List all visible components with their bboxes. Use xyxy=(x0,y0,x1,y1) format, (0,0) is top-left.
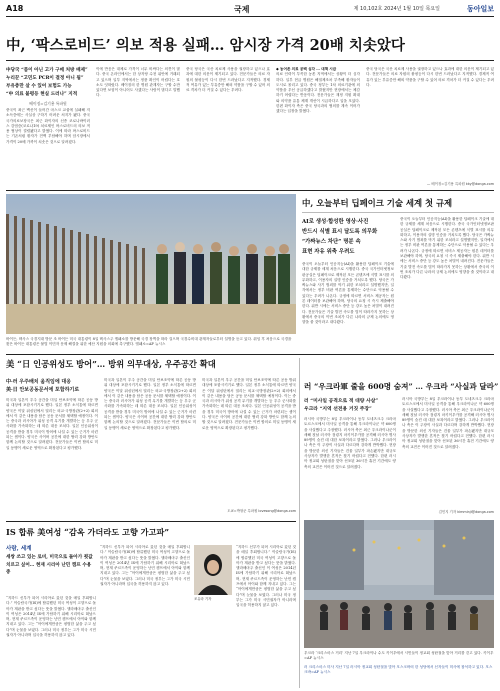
story5-body-col1: “지하드 신부가 되어 시리아로 갔던 것을 매일 후회합니다.” 이슬람국가(IS)에 합류했던 미국 여성이 고향으로 돌아가 재판을 받고 싶다는 뜻을 밝혔다. 앨라배마주 출신인 이 여성은 2014년 IS에 가담하기 위해 시리아로 떠났으며, 현재 쿠르드족이 운영하는 난민 캠프에서 아이와 함께 지내고 있다. 그는 “아이에게만큼은 평범한 삶을 주고 싶다”며 눈물을 보였다. 그러나 미국 정부는 그가 미국 시민권자가 아니라며 입국을 허용하지 않고 있다. xyxy=(6,596,96,638)
story1-body-col2: 이에 반응은 대체로 가격이 너무 비싸다는 의견이 많다. 중국 온라인에서는 한 상자당 수천 위안에 거래되고 있으며 일부 지역에서는 정품 확인이 어렵다는 호소도 잇따랐다. 베이징의 한 병원 관계자는 구할 수만 있다면 보험이 아니어도 사겠다는 사람이 많다고 말했다. xyxy=(96,67,180,98)
story4-body-col2 xyxy=(402,397,494,517)
story4-subheads xyxy=(304,397,396,413)
subhead: 러 “미사일 공격으로 적 대량 사살” xyxy=(304,398,379,404)
paper-name: 동아일보 xyxy=(466,4,494,13)
page-number: A18 xyxy=(6,4,24,13)
photo-border-visit-image xyxy=(6,194,296,334)
deck-line: 中당국 “품이 아닌 고가 구매 처방 배제” xyxy=(6,68,88,73)
story3-body-col1: 미국과 일본이 우주 공간을 미일 안보조약에 따른 공동 방위 대상에 포함시키기로 했다. 일본 정부 소식통에 따르면 양국은 이달 워싱턴에서 열리는 외교·국방장관(2+2) 회의에서 이 같은 내용을 담은 공동 문서를 채택할 예정이다. 이는 중국과 러시아가 위성 공격 무기를 개발하는 등 우주 군사화를 가속화하는 데 따른 대응 조치다. 일본 인공위성이 공격을 받을 경우 미국이 방어에 나설 수 있는 근거가 마련되는 셈이다. 양국은 사이버 공간에 대한 협력 강화 방안도 함께 논의할 것으로 알려졌다. 전문가들은 이번 합의로 미일 동맹이 새로운 영역으로 확장된다고 평가했다. xyxy=(6,398,98,450)
lead-line: AI로 생성·합성한 영상·사진 xyxy=(302,219,369,225)
portrait-caption: 조유라 기자 xyxy=(194,597,212,601)
photo-border-visit xyxy=(6,194,296,334)
story2-lead xyxy=(302,217,394,257)
subhead: 中·러 우주배치 움직임에 대응 xyxy=(6,379,72,385)
divider xyxy=(302,212,494,213)
story3-byline: 도쿄=박형준 특파원 lovesong@donga.com xyxy=(227,509,296,513)
masthead xyxy=(6,4,494,17)
photo-street-image xyxy=(304,520,494,648)
bottom-caption: 러 크리스마스 미사 지난 7일 러시아 정교회 성탄절을 맞아 모스크바의 한 성당에서 신자들이 미사에 참석하고 있다. 모스크바=AP 뉴시스 xyxy=(304,665,493,674)
story1-body-col5 xyxy=(366,67,494,188)
story1-deck xyxy=(6,67,90,107)
story2-body-col1: 중국이 오늘부터 인공지능(AI)을 활용한 딥페이크 기술에 대한 규제를 세계 처음으로 시행한다. 중국 국가인터넷정보판공실은 딥페이크로 제작된 모든 콘텐츠에 식별 표시를 의무화하고, 이용자의 실명 인증을 거치도록 했다. 당국은 가짜뉴스와 사기 범죄를 막기 위한 조치라고 설명했지만, 일각에서는 정부 비판 여론을 통제하는 수단으로 악용될 수 있다는 우려가 나온다. 규정에 따르면 서비스 제공자는 원본 데이터를 보관해야 하며, 당국의 요청 시 즉시 제출해야 한다. 위반 시에는 서비스 중단 등 강도 높은 처벌이 내려진다. 전문가들은 기술 발전 속도를 법이 따라가지 못하는 상황에서 중국의 이번 조치가 다른 나라의 규제 논의에도 영향을 줄 것이라고 내다봤다. xyxy=(302,262,394,325)
deck-line: “中 의료 불평등 현실 드러나” 지적 xyxy=(6,92,78,97)
subhead: 우크라 “지역 선전용 거짓 주장” xyxy=(304,406,372,412)
subhead: 美·日 안보공동문서에 포함하기로 xyxy=(6,387,80,393)
story1-body-tail: — 베이징=김기용 특파원 kky@donga.com xyxy=(426,182,494,186)
column-divider xyxy=(299,358,300,688)
lead-line: “가짜뉴스 차단” 명분 속 xyxy=(302,239,361,245)
story5-kicker: 사람, 세계 xyxy=(6,546,32,552)
story3-subheads xyxy=(6,378,98,394)
photo-street-caption: 우크라 ‘크리스마스 거리’ 지난 7일 우크라이나 수도 키이우에서 시민들이 정교회 성탄절을 맞아 거리를 걷고 있다. 키이우=AP 뉴시스 xyxy=(304,651,494,660)
divider xyxy=(6,60,494,61)
photo-street-crowd xyxy=(304,520,494,648)
story5-portrait xyxy=(194,545,232,595)
story1-body-text: 의료 인력이 부족한 농촌 지역에서는 상황이 더 심각하다. 일부 현급 병원은 해열제조차 부족해 환자들이 도시로 몰리고 있다. 중국 정부는 1차 의료기관에 의약품을 우선 공급하겠다고 밝혔지만 현장에서는 체감하기 어렵다는 반응이다. 전문가들은 재정 지원 확대와 의약품 유통 체계 개선이 시급하다고 입을 모았다. 한편 화이자 측은 중국 당국과의 협의를 계속 이어가겠다는 입장을 밝혔다. xyxy=(276,72,360,114)
story4-headline: 러 “우크라軍 줄을 600명 숨져” … 우크라 “사실과 달라” xyxy=(304,382,499,391)
deck-line: 부유층만 살 수 있어 보험도 가능 xyxy=(6,84,72,89)
issue-info: 제 10,102호 2024년 1월 10일 목요일 xyxy=(353,6,440,12)
story3-body-text: 미국과 일본이 우주 공간을 미일 안보조약에 따른 공동 방위 대상에 포함시키기로 했다. 일본 정부 소식통에 따르면 양국은 이달 워싱턴에서 열리는 외교·국방장관(2+2) 회의에서 이 같은 내용을 담은 공동 문서를 채택할 예정이다. 이는 중국과 러시아가 위성 공격 무기를 개발하는 등 우주 군사화를 가속화하는 데 따른 대응 조치다. 일본 인공위성이 공격을 받을 경우 미국이 방어에 나설 수 있는 근거가 마련되는 셈이다. 양국은 사이버 공간에 대한 협력 강화 방안도 함께 논의할 것으로 알려졌다. 전문가들은 이번 합의로 미일 동맹이 새로운 영역으로 확장된다고 평가했다. xyxy=(202,378,296,430)
story4-body-col1: 러시아 국방부는 8일 우크라이나 동부 도네츠크주 크라마토르스크에서 미사일 공격을 통해 우크라이나군 약 600명을 사살했다고 주장했다. 러시아 측은 최근 우크라이나군이 새해 첫날 러시아 점령지 마키이우카를 공격해 러시아 병사 89명이 숨진 데 대한 보복이라고 밝혔다. 그러나 우크라이나 측은 이 주장이 사실과 다르다며 강하게 반박했다. 현장을 방문한 외신 기자들은 건물 일부가 파손됐지만 대규모 사상자가 발생한 흔적은 찾기 어렵다고 전했다. 한편 러시아 정교회 성탄절을 맞아 선포된 36시간 휴전 기간에도 양측의 교전은 이어진 것으로 알려졌다. xyxy=(304,417,396,469)
story1-headline: 中, ‘팍스로비드’ 의보 적용 실패… 암시장 가격 20배 치솟았다 xyxy=(6,37,405,54)
photo-border-caption: 바이든, 텍사스 국경지대 방문 조 바이든 미국 대통령이 8일 텍사스주 엘패소를 방문해 국경 장벽을 따라 걸으며 국경수비대 관계자들로부터 설명을 듣고 있다. 취임 후 처음으로 국경을 찾은 바이든 대통령은 불법 이민자 문제 해결을 위한 예산 지원을 의회에 촉구했다. 엘패소=AP 뉴시스 xyxy=(6,337,292,346)
section-name: 국제 xyxy=(234,5,250,14)
story1-body-col1: 중국이 최근 백신이 들어간 마스크 교섭에 실패해 저소득층에는 사실상 구하기 어려운 처지가 됐다. 중국 국가의료보장국은 최근 화이자의 신종 코로나바이러스 감염증(코로나19) 치료제인 팍스로비드의 의보 적용 협상이 결렬됐다고 밝혔다. 이에 따라 팍스로비드는 기존처럼 환자가 전액 부담해야 하며 암시장에서 가격이 20배 가까이 치솟은 것으로 알려졌다. xyxy=(6,108,90,144)
divider xyxy=(6,190,494,191)
story4-byline: 김민지 기자 kimminji@donga.com xyxy=(438,510,494,514)
story1-body-text: 중국 당국은 국산 치료제 사용을 권장하고 있으나 효과에 대한 의문이 제기되고 있다. 전문가들은 의료 자원의 불평등이 다시 한번 드러났다고 지적했다. 경제적 여유가 있는 부유층만 해외 약품을 구할 수 있어 의료 격차가 더 커질 수 있다는 우려다. xyxy=(366,67,494,87)
divider xyxy=(6,521,296,522)
story5-lead: 세쌍 쓰고 있는 로비, 미국으로 돌아가 죗값 치르고 싶어… 현재 시리아 난민 캠프 수용 중 xyxy=(6,555,93,575)
story3-body-col2: 미국과 일본이 우주 공간을 미일 안보조약에 따른 공동 방위 대상에 포함시키기로 했다. 일본 정부 소식통에 따르면 양국은 이달 워싱턴에서 열리는 외교·국방장관(2+2) 회의에서 이 같은 내용을 담은 공동 문서를 채택할 예정이다. 이는 중국과 러시아가 위성 공격 무기를 개발하는 등 우주 군사화를 가속화하는 데 따른 대응 조치다. 일본 인공위성이 공격을 받을 경우 미국이 방어에 나설 수 있는 근거가 마련되는 셈이다. 양국은 사이버 공간에 대한 협력 강화 방안도 함께 논의할 것으로 알려졌다. 전문가들은 이번 합의로 미일 동맹이 새로운 영역으로 확장된다고 평가했다. xyxy=(104,378,196,430)
story5-body-col3: “지하드 신부가 되어 시리아로 갔던 것을 매일 후회합니다.” 이슬람국가(IS)에 합류했던 미국 여성이 고향으로 돌아가 재판을 받고 싶다는 뜻을 밝혔다. 앨라배마주 출신인 이 여성은 2014년 IS에 가담하기 위해 시리아로 떠났으며, 현재 쿠르드족이 운영하는 난민 캠프에서 아이와 함께 지내고 있다. 그는 “아이에게만큼은 평범한 삶을 주고 싶다”며 눈물을 보였다. 그러나 미국 정부는 그가 미국 시민권자가 아니라며 입국을 허용하지 않고 있다. xyxy=(236,545,296,608)
story5-headline: IS 합류 美여성 “감옥 가더라도 고향 가고파” xyxy=(6,527,170,537)
story5-intro xyxy=(6,545,96,577)
story3-headline: 美 “日 인공위성도 방어”… 방위 의무대상, 우주공간 확대 xyxy=(6,359,216,369)
divider xyxy=(6,354,494,355)
story2-body-col2: 중국이 오늘부터 인공지능(AI)을 활용한 딥페이크 기술에 대한 규제를 세계 처음으로 시행한다. 중국 국가인터넷정보판공실은 딥페이크로 제작된 모든 콘텐츠에 식별 표시를 의무화하고, 이용자의 실명 인증을 거치도록 했다. 당국은 가짜뉴스와 사기 범죄를 막기 위한 조치라고 설명했지만, 일각에서는 정부 비판 여론을 통제하는 수단으로 악용될 수 있다는 우려가 나온다. 규정에 따르면 서비스 제공자는 원본 데이터를 보관해야 하며, 당국의 요청 시 즉시 제출해야 한다. 위반 시에는 서비스 중단 등 강도 높은 처벌이 내려진다. 전문가들은 기술 발전 속도를 법이 따라가지 못하는 상황에서 중국의 이번 조치가 다른 나라의 규제 논의에도 영향을 줄 것이라고 내다봤다. xyxy=(400,217,494,280)
story1-body-col4 xyxy=(276,67,360,188)
story4-body-text: 러시아 국방부는 8일 우크라이나 동부 도네츠크주 크라마토르스크에서 미사일 공격을 통해 우크라이나군 약 600명을 사살했다고 주장했다. 러시아 측은 최근 우크라이나군이 새해 첫날 러시아 점령지 마키이우카를 공격해 러시아 병사 89명이 숨진 데 대한 보복이라고 밝혔다. 그러나 우크라이나 측은 이 주장이 사실과 다르다며 강하게 반박했다. 현장을 방문한 외신 기자들은 건물 일부가 파손됐지만 대규모 사상자가 발생한 흔적은 찾기 어렵다고 전했다. 한편 러시아 정교회 성탄절을 맞아 선포된 36시간 휴전 기간에도 양측의 교전은 이어진 것으로 알려졌다. xyxy=(402,397,494,449)
portrait-image xyxy=(194,545,232,595)
deck-line: 누리꾼 “고민도 PCR이 결정 아니 됨” xyxy=(6,76,84,81)
story3-body-col3 xyxy=(202,378,296,518)
story5-body-col2: “지하드 신부가 되어 시리아로 갔던 것을 매일 후회합니다.” 이슬람국가(IS)에 합류했던 미국 여성이 고향으로 돌아가 재판을 받고 싶다는 뜻을 밝혔다. 앨라배마주 출신인 이 여성은 2014년 IS에 가담하기 위해 시리아로 떠났으며, 현재 쿠르드족이 운영하는 난민 캠프에서 아이와 함께 지내고 있다. 그는 “아이에게만큼은 평범한 삶을 주고 싶다”며 눈물을 보였다. 그러나 미국 정부는 그가 미국 시민권자가 아니라며 입국을 허용하지 않고 있다. xyxy=(100,545,190,587)
story2-headline: 中, 오늘부터 딥페이크 기술 세계 첫 규제 xyxy=(302,198,453,208)
lead-line: 반드시 식별 표시 달도록 의무화 xyxy=(302,229,378,235)
story1-subhead: ◆ 농어촌 의료 공백 심각 … 대책 시급 xyxy=(276,67,337,71)
lead-line: 표현 자유 위축 우려도 xyxy=(302,249,355,255)
story1-body-col3: 중국 당국은 국산 치료제 사용을 권장하고 있으나 효과에 대한 의문이 제기되고 있다. 전문가들은 의료 자원의 불평등이 다시 한번 드러났다고 지적했다. 경제적 여유가 있는 부유층만 해외 약품을 구할 수 있어 의료 격차가 더 커질 수 있다는 우려다. xyxy=(186,67,270,93)
story1-byline: 베이징=김기용 특파원 xyxy=(29,101,67,106)
